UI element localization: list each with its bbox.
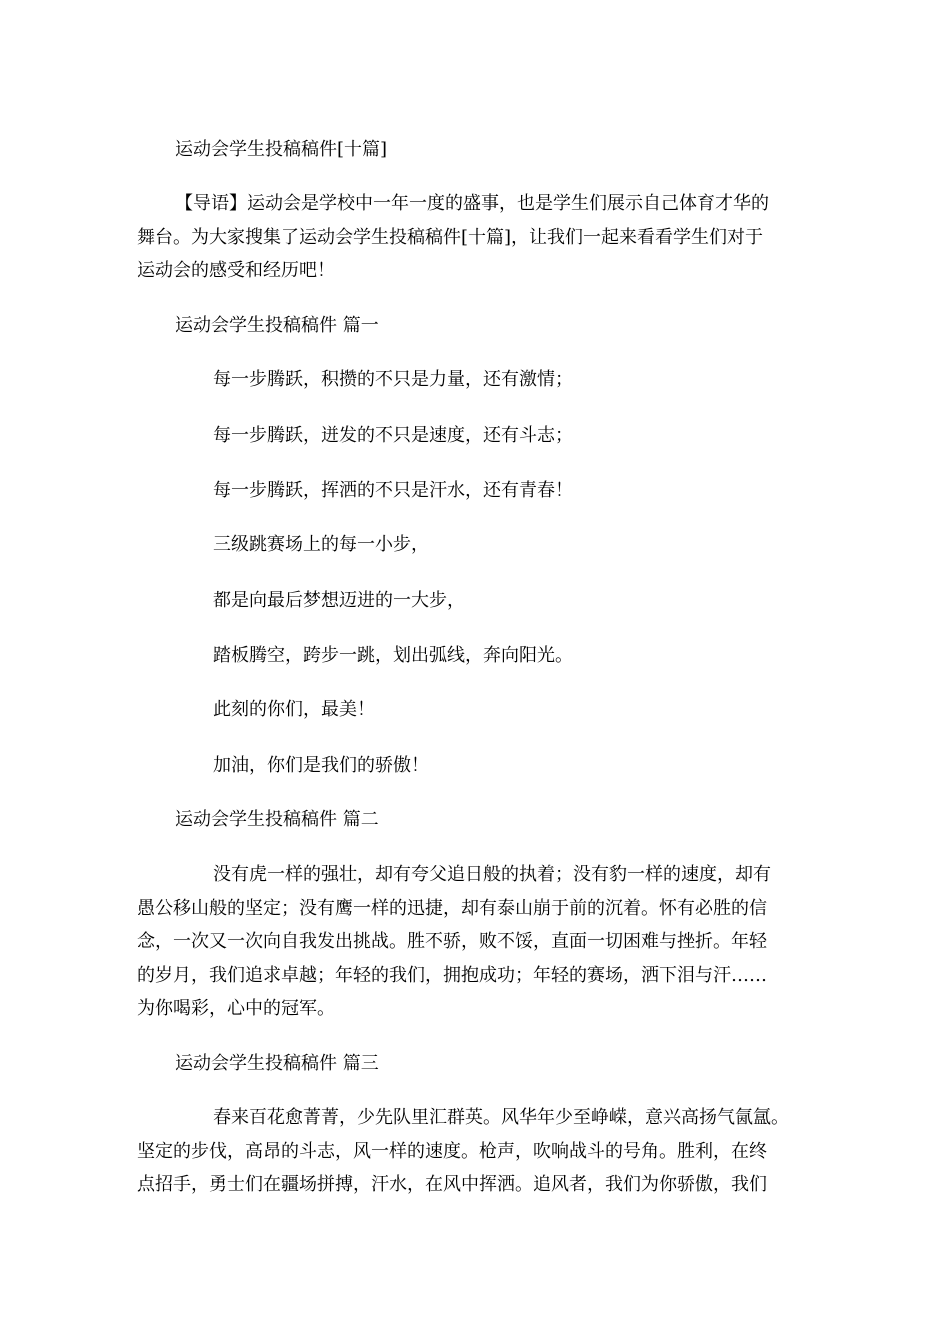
paragraph-line: 春来百花愈菁菁，少先队里汇群英。风华年少至峥嵘，意兴高扬气氤氲。 [213, 1107, 789, 1128]
paragraph-line: 的岁月，我们追求卓越；年轻的我们，拥抱成功；年轻的赛场，洒下泪与汗…… [137, 965, 767, 986]
section-heading-2: 运动会学生投稿稿件 篇二 [175, 809, 379, 830]
paragraph-line: 点招手，勇士们在疆场拼搏，汗水，在风中挥洒。追风者，我们为你骄傲，我们 [137, 1174, 767, 1195]
section-heading-1: 运动会学生投稿稿件 篇一 [175, 315, 379, 336]
paragraph-line: 愚公移山般的坚定；没有鹰一样的迅捷，却有泰山崩于前的沉着。怀有必胜的信 [137, 898, 767, 919]
poem-line: 三级跳赛场上的每一小步， [213, 534, 429, 555]
poem-line: 每一步腾跃，积攒的不只是力量，还有激情； [213, 369, 573, 390]
poem-line: 踏板腾空，跨步一跳，划出弧线，奔向阳光。 [213, 645, 573, 666]
paragraph-line: 没有虎一样的强壮，却有夸父追日般的执着；没有豹一样的速度，却有 [213, 864, 771, 885]
poem-line: 此刻的你们，最美！ [213, 699, 375, 720]
paragraph-line: 念，一次又一次向自我发出挑战。胜不骄，败不馁，直面一切困难与挫折。年轻 [137, 931, 767, 952]
intro-line-3: 运动会的感受和经历吧！ [137, 260, 335, 281]
section-heading-3: 运动会学生投稿稿件 篇三 [175, 1053, 379, 1074]
poem-line: 加油，你们是我们的骄傲！ [213, 755, 429, 776]
poem-line: 每一步腾跃，挥洒的不只是汗水，还有青春！ [213, 480, 573, 501]
paragraph-line: 坚定的步伐，高昂的斗志，风一样的速度。枪声，吹响战斗的号角。胜利，在终 [137, 1141, 767, 1162]
poem-line: 每一步腾跃，迸发的不只是速度，还有斗志； [213, 425, 573, 446]
poem-line: 都是向最后梦想迈进的一大步， [213, 590, 465, 611]
document-title: 运动会学生投稿稿件[十篇] [175, 139, 388, 160]
intro-line-2: 舞台。为大家搜集了运动会学生投稿稿件[十篇]，让我们一起来看看学生们对于 [137, 227, 764, 248]
paragraph-line: 为你喝彩，心中的冠军。 [137, 998, 335, 1019]
intro-line-1: 【导语】运动会是学校中一年一度的盛事，也是学生们展示自己体育才华的 [175, 193, 769, 214]
